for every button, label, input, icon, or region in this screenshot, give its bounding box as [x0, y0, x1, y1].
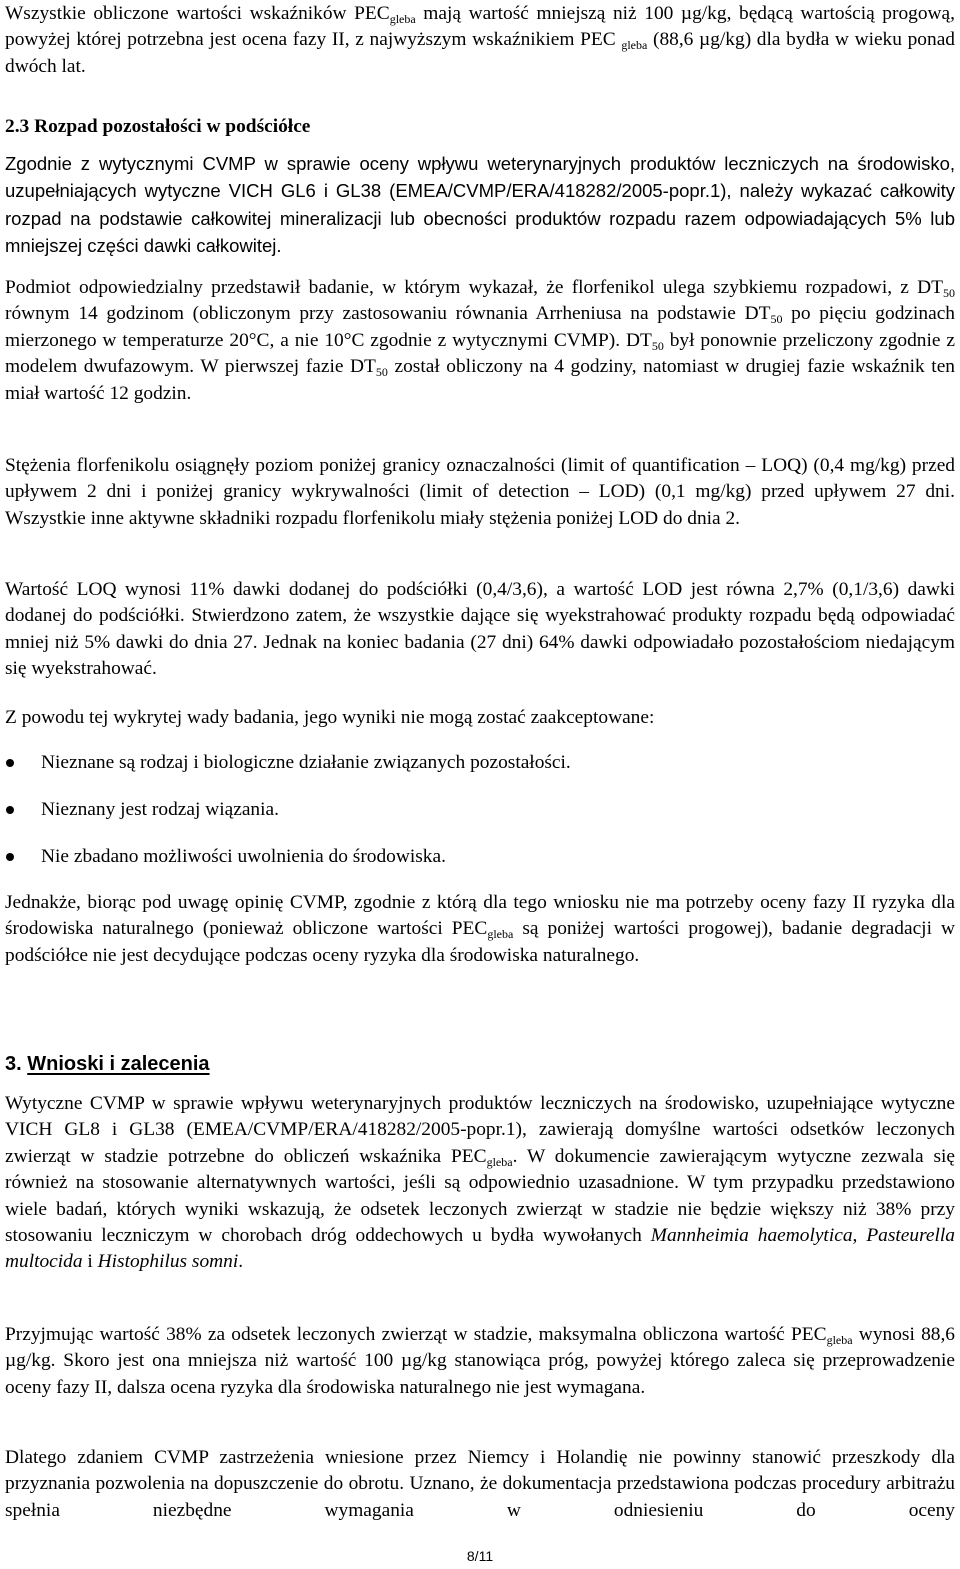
paragraph-guidelines: Zgodnie z wytycznymi CVMP w sprawie oceny wpływu weterynaryjnych produktów leczniczych na środowisko, uzupełniających wytyczne VICH GL6 i GL38 (EMEA/CVMP/ERA/418282/2005-popr.1), należy wykazać całkowity rozpad na podstawie całkowitej mineralizacji lub obecności produktów rozpadu razem odpowiadających 5% lub mniejszej części dawki całkowitej. [5, 153, 955, 257]
paragraph-cvmp-guidelines: Wytyczne CVMP w sprawie wpływu weterynaryjnych produktów leczniczych na środowisko, uzupełniające wytyczne VICH GL8 i GL38 (EMEA/CVMP/ERA/418282/2005-popr.1), zawierają domyślne wartości odsetków leczonych zwierząt w stadzie potrzebne do obliczeń wskaźnika $PEC_{gleba}$. W dokumencie zawierającym wytyczne zezwala się również na stosowanie alternatywnych wartości, jeśli są odpowiednio uzasadnione. W tym przypadku przedstawiono wiele badań, których wyniki wskazują, że odsetek leczonych zwierząt w stadzie nie będzie większy niż 38% przy stosowaniu leczniczym w chorobach dróg oddechowych u bydła wywołanych Mannheimia haemolytica, Pasteurella multocida i Histophilus somni. [5, 1093, 956, 1273]
bullet-icon [6, 759, 14, 767]
paragraph-loq-value: Wartość LOQ wynosi 11% dawki dodanej do podściółki (0,4/3,6), a wartość LOD jest równa 2,7% (0,1/3,6) dawki dodanej do podściółki. Stwierdzono zatem, że wszystkie dające się wyekstrahować produkty rozpadu będą odpowiadać mniej niż 5% dawki do dnia 27. Jednak na koniec badania (27 dni) 64% dawki odpowiadało pozostałościom niedającym się wyekstrahować. [5, 579, 955, 680]
paragraph-conclusion: Dlatego zdaniem CVMP zastrzeżenia wniesione przez Niemcy i Holandię nie powinny stanowić przeszkody dla przyznania pozwolenia na dopuszczenie do obrotu. Uznano, że dokumentacja przedstawiona podczas procedury arbitrażu spełnia niezbędne wymagania w odniesieniu do oceny [5, 1447, 955, 1521]
intro-paragraph: Wszystkie obliczone wartości wskaźników $PEC_{gleba}$ mają wartość mniejszą niż 100 µg/kg, będącą wartością progową, powyżej której potrzebna jest ocena fazy II, z najwyższym wskaźnikiem PEC $_{gleba}$ (88,6 µg/kg) dla bydła w wieku ponad dwóch lat. [5, 3, 956, 77]
page-number: 8/11 [466, 1548, 494, 1564]
section-heading-3: 3. Wnioski i zalecenia [5, 1053, 210, 1075]
list-item: Nieznane są rodzaj i biologiczne działanie związanych pozostałości. [5, 750, 955, 797]
paragraph-study-flaw: Z powodu tej wykrytej wady badania, jego wyniki nie mogą zostać zaakceptowane: [5, 707, 655, 728]
flaw-list [5, 750, 955, 891]
paragraph-concentrations: Stężenia florfenikolu osiągnęły poziom poniżej granicy oznaczalności (limit of quantification – LOQ) (0,4 mg/kg) przed upływem 2 dni i poniżej granicy wykrywalności (limit of detection – LOD) (0,1 mg/kg) przed upływem 27 dni. Wszystkie inne aktywne składniki rozpadu florfenikolu miały stężenia poniżej LOD do dnia 2. [5, 455, 955, 529]
bullet-icon [6, 853, 14, 861]
paragraph-pec-value: Przyjmując wartość 38% za odsetek leczonych zwierząt w stadzie, maksymalna obliczona wartość $PEC_{gleba}$ wynosi 88,6 µg/kg. Skoro jest ona mniejsza niż wartość 100 µg/kg stanowiąca próg, powyżej którego zaleca się przeprowadzenie oceny fazy II, dalsza ocena ryzyka dla środowiska naturalnego nie jest wymagana. [5, 1324, 955, 1398]
paragraph-cvmp-opinion: Jednakże, biorąc pod uwagę opinię CVMP, zgodnie z którą dla tego wniosku nie ma potrzeby oceny fazy II ryzyka dla środowiska naturalnego (ponieważ obliczone wartości $PEC_{gleba}$ są poniżej wartości progowej), badanie degradacji w podściółce nie jest decydujące podczas oceny ryzyka dla środowiska naturalnego. [5, 892, 955, 966]
section-heading-2-3: 2.3 Rozpad pozostałości w podściółce [5, 116, 311, 137]
list-item: Nieznany jest rodzaj wiązania. [5, 797, 955, 844]
paragraph-study: Podmiot odpowiedzialny przedstawił badanie, w którym wykazał, że florfenikol ulega szybkiemu rozpadowi, z $DT_{50}$ równym 14 godzinom (obliczonym przy zastosowaniu równania Arrheniusa na podstawie $DT_{50}$ po pięciu godzinach mierzonego w temperaturze 20°C, a nie 10°C zgodnie z wytycznymi CVMP). $DT_{50}$ był ponownie przeliczony zgodnie z modelem dwufazowym. W pierwszej fazie $DT_{50}$ został obliczony na 4 godziny, natomiast w drugiej fazie wskaźnik ten miał wartość 12 godzin. [5, 277, 956, 404]
bullet-icon [6, 806, 14, 814]
list-item: Nie zbadano możliwości uwolnienia do środowiska. [5, 844, 955, 891]
